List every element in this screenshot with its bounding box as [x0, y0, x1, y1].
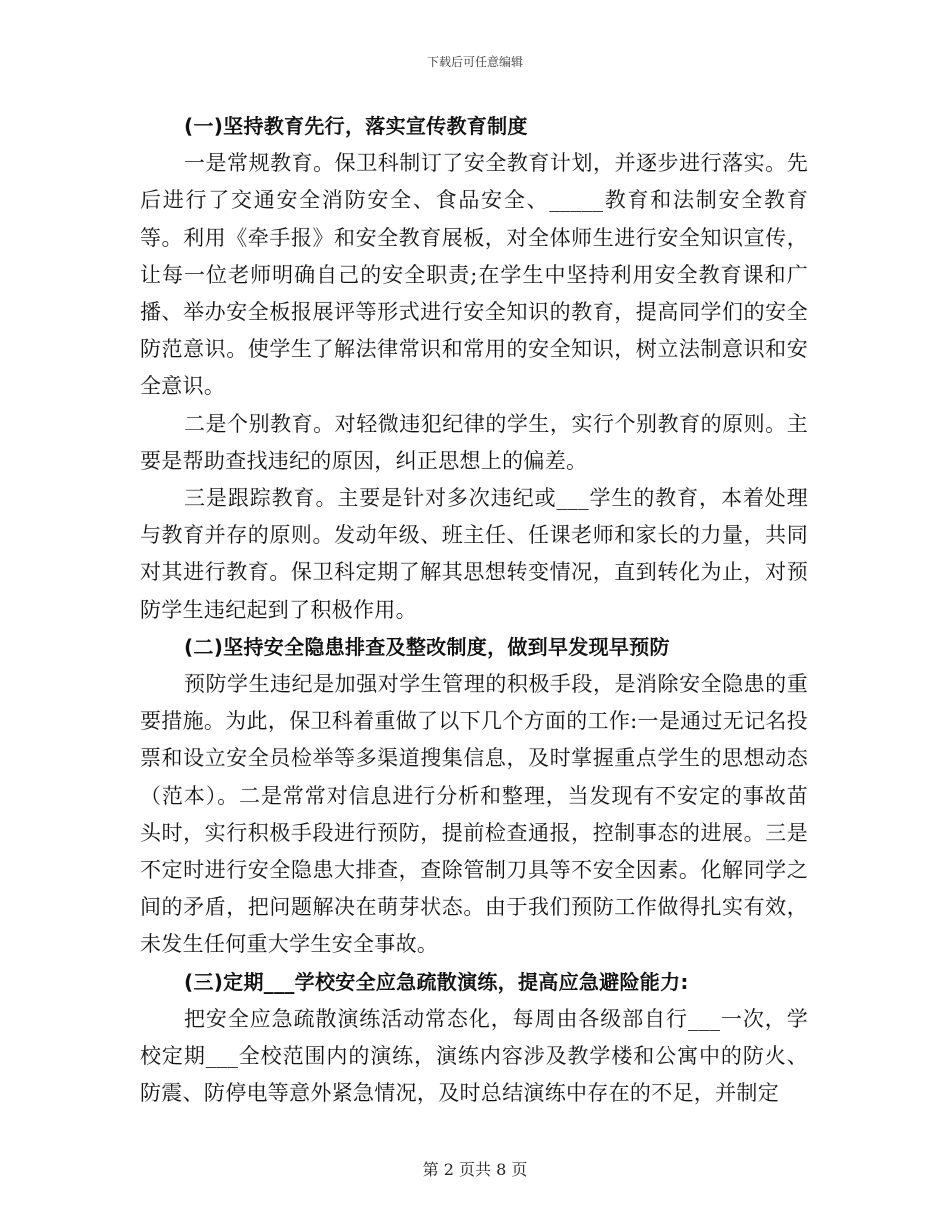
section-3-paragraph-1: 把安全应急疏散演练活动常态化，每周由各级部自行___一次，学校定期___全校范围内的演练，演练内容涉及教学楼和公寓中的防火、防震、防停电等意外紧急情况，及时总结演练中存在的不足，并制定 — [140, 1006, 808, 1106]
section-2-heading: (二)坚持安全隐患排查及整改制度，做到早发现早预防 — [184, 634, 670, 659]
document-body — [140, 108, 808, 1112]
section-1-paragraph-2: 二是个别教育。对轻微违犯纪律的学生，实行个别教育的原则。主要是帮助查找违纪的原因，纠正思想上的偏差。 — [140, 411, 808, 473]
section-2-paragraph-1: 预防学生违纪是加强对学生管理的积极手段，是消除安全隐患的重要措施。为此，保卫科着重做了以下几个方面的工作:一是通过无记名投票和设立安全员检举等多渠道搜集信息，及时掌握重点学生的思想动态（范本）。二是常常对信息进行分析和整理，当发现有不安定的事故苗头时，实行积极手段进行预防，提前检查通报，控制事态的进展。三是不定时进行安全隐患大排查，查除管制刀具等不安全因素。化解同学之间的矛盾，把问题解决在萌芽状态。由于我们预防工作做得扎实有效，未发生任何重大学生安全事故。 — [140, 672, 808, 957]
section-1-paragraph-1: 一是常规教育。保卫科制订了安全教育计划，并逐步进行落实。先后进行了交通安全消防安全、食品安全、_____教育和法制安全教育等。利用《牵手报》和安全教育展板，对全体师生进行安全知识宣传，让每一位老师明确自己的安全职责;在学生中坚持利用安全教育课和广播、举办安全板报展评等形式进行安全知识的教育，提高同学们的安全防范意识。使学生了解法律常识和常用的安全知识，树立法制意识和安全意识。 — [140, 151, 808, 399]
section-1-paragraph-3: 三是跟踪教育。主要是针对多次违纪或___学生的教育，本着处理与教育并存的原则。发动年级、班主任、任课老师和家长的力量，共同对其进行教育。保卫科定期了解其思想转变情况，直到转化为止，对预防学生违纪起到了积极作用。 — [140, 486, 808, 622]
page-header: 下载后可任意编辑 — [426, 55, 523, 69]
section-3-heading: (三)定期___学校安全应急疏散演练，提高应急避险能力: — [184, 969, 689, 994]
page-footer: 第 2 页共 8 页 — [422, 1160, 528, 1179]
section-1-heading: (一)坚持教育先行，落实宣传教育制度 — [184, 114, 528, 138]
